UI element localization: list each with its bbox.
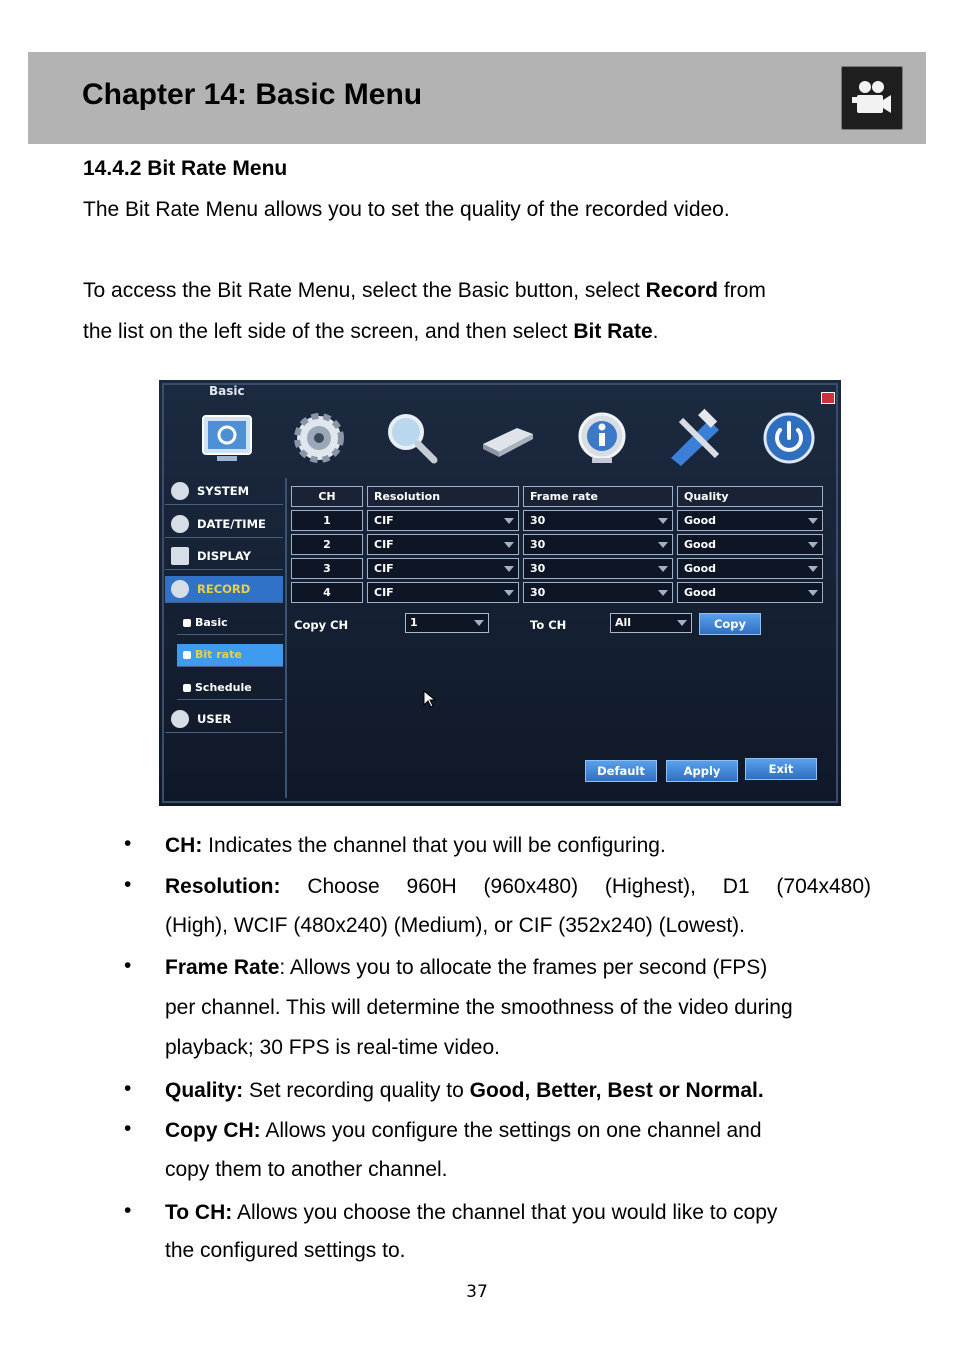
frame-rate-select[interactable] [523, 510, 673, 531]
frame-rate-description-line1 [165, 948, 871, 987]
bullet-icon: • [124, 954, 132, 977]
chapter-header [28, 52, 926, 144]
copy-ch-description-line1 [165, 1111, 871, 1150]
access-paragraph-line1 [83, 271, 766, 311]
term: Copy CH: [165, 1119, 261, 1142]
window-title: Basic [209, 384, 245, 398]
chevron-down-icon [808, 518, 818, 524]
column-header-quality: Quality [677, 486, 823, 507]
bullet-icon [183, 684, 191, 692]
chevron-down-icon [808, 566, 818, 572]
select-value: Good [684, 586, 717, 599]
copy-ch-select[interactable] [405, 613, 489, 633]
camcorder-icon [841, 66, 903, 130]
resolution-select[interactable] [367, 582, 519, 603]
frame-rate-select[interactable] [523, 534, 673, 555]
resolution-select[interactable] [367, 534, 519, 555]
to-ch-description-line1 [165, 1193, 871, 1232]
copy-button[interactable]: Copy [699, 613, 761, 635]
select-value: 30 [530, 562, 546, 575]
frame-rate-description-line2: per channel. This will determine the smoothness of the video during [165, 996, 793, 1019]
bullet-icon: • [124, 1199, 132, 1222]
access-text: . [652, 320, 659, 343]
description: : Allows you to allocate the frames per second (FPS) [279, 956, 768, 979]
cell-ch: 1 [291, 510, 363, 531]
gear-icon [171, 482, 189, 500]
chevron-down-icon [808, 542, 818, 548]
mouse-cursor-icon [423, 690, 437, 708]
quality-select[interactable] [677, 582, 823, 603]
chevron-down-icon [504, 518, 514, 524]
sidebar-item-user[interactable] [165, 706, 283, 733]
frame-rate-description-line3: playback; 30 FPS is real-time video. [165, 1036, 500, 1059]
hdd-icon[interactable] [477, 408, 537, 468]
sidebar-item-label: SYSTEM [197, 484, 250, 498]
bullet-icon: • [124, 1077, 132, 1100]
copy-ch-label: Copy CH [294, 618, 349, 632]
select-value: 30 [530, 586, 546, 599]
column-header-frame-rate: Frame rate [523, 486, 673, 507]
select-value: CIF [374, 562, 394, 575]
select-value: All [615, 616, 632, 629]
resolution-description-line1 [165, 867, 871, 906]
bullet-icon: • [124, 873, 132, 896]
power-icon[interactable] [759, 408, 819, 468]
cell-ch: 3 [291, 558, 363, 579]
subitem-label: Bit rate [195, 648, 242, 661]
gear-icon[interactable] [289, 408, 349, 468]
chevron-down-icon [658, 518, 668, 524]
term: CH: [165, 834, 203, 857]
section-heading: 14.4.2 Bit Rate Menu [83, 157, 288, 180]
bullet-icon [183, 619, 191, 627]
select-value: 1 [410, 616, 418, 629]
subitem-label: Basic [195, 616, 228, 629]
cell-ch: 2 [291, 534, 363, 555]
exit-button[interactable]: Exit [745, 758, 817, 780]
column-header-resolution: Resolution [367, 486, 519, 507]
monitor-settings-icon[interactable] [197, 408, 257, 468]
sidebar-item-date-time[interactable] [165, 511, 283, 538]
term: Quality: [165, 1079, 244, 1102]
sidebar-item-display[interactable] [165, 543, 283, 570]
quality-select[interactable] [677, 510, 823, 531]
chevron-down-icon [504, 542, 514, 548]
frame-rate-select[interactable] [523, 558, 673, 579]
chevron-down-icon [658, 566, 668, 572]
quality-select[interactable] [677, 534, 823, 555]
select-value: CIF [374, 514, 394, 527]
disc-icon [171, 580, 189, 598]
bullet-icon: • [124, 832, 132, 855]
subitem-schedule[interactable] [177, 677, 283, 700]
chevron-down-icon [504, 566, 514, 572]
ch-description [165, 826, 871, 865]
record-term: Record [645, 279, 718, 302]
bullet-icon [183, 651, 191, 659]
tools-icon[interactable] [665, 408, 725, 468]
select-value: Good [684, 538, 717, 551]
bullet-icon: • [124, 1117, 132, 1140]
select-value: 30 [530, 514, 546, 527]
info-icon[interactable] [572, 408, 632, 468]
resolution-select[interactable] [367, 558, 519, 579]
column-header-ch: CH [291, 486, 363, 507]
chevron-down-icon [658, 590, 668, 596]
term: Frame Rate [165, 956, 280, 979]
to-ch-select[interactable] [610, 613, 692, 633]
quality-options: Good, Better, Best or Normal. [469, 1079, 764, 1102]
quality-description [165, 1071, 871, 1110]
dvr-screenshot [159, 380, 841, 806]
resolution-select[interactable] [367, 510, 519, 531]
term: Resolution: [165, 875, 281, 898]
description: Indicates the channel that you will be configuring. [202, 834, 666, 857]
select-value: CIF [374, 586, 394, 599]
chevron-down-icon [808, 590, 818, 596]
description: Allows you configure the settings on one channel and [260, 1119, 762, 1142]
sidebar-item-label: DATE/TIME [197, 517, 266, 531]
sidebar-item-label: DISPLAY [197, 549, 251, 563]
subitem-bit-rate[interactable] [177, 644, 283, 667]
select-value: Good [684, 514, 717, 527]
description: Allows you choose the channel that you would like to copy [232, 1201, 778, 1224]
copy-ch-description-line2: copy them to another channel. [165, 1158, 448, 1181]
frame-rate-select[interactable] [523, 582, 673, 603]
chevron-down-icon [504, 590, 514, 596]
apply-button[interactable]: Apply [666, 760, 738, 782]
resolution-description-line2: (High), WCIF (480x240) (Medium), or CIF (352x240) (Lowest). [165, 914, 745, 937]
description: Set recording quality to [243, 1079, 470, 1102]
magnifier-icon[interactable] [382, 408, 442, 468]
access-text: from [717, 279, 766, 302]
page-number: 37 [466, 1282, 488, 1302]
sidebar-item-label: RECORD [197, 582, 251, 596]
intro-paragraph: The Bit Rate Menu allows you to set the quality of the recorded video. [83, 198, 730, 221]
access-paragraph-line2 [83, 312, 659, 352]
default-button[interactable]: Default [585, 760, 657, 782]
sidebar-item-system[interactable] [165, 478, 283, 505]
chevron-down-icon [677, 620, 687, 626]
bit-rate-term: Bit Rate [573, 320, 653, 343]
access-text: To access the Bit Rate Menu, select the Basic button, select [83, 279, 646, 302]
description: Choose 960H (960x480) (Highest), D1 (704x480) [280, 875, 871, 898]
chevron-down-icon [658, 542, 668, 548]
sidebar-item-record[interactable] [165, 576, 283, 603]
to-ch-description-line2: the configured settings to. [165, 1239, 406, 1262]
cell-ch: 4 [291, 582, 363, 603]
chevron-down-icon [474, 620, 484, 626]
access-text: the list on the left side of the screen, and then select [83, 320, 574, 343]
chapter-title: Chapter 14: Basic Menu [82, 78, 423, 111]
select-value: 30 [530, 538, 546, 551]
clock-icon [171, 515, 189, 533]
select-value: CIF [374, 538, 394, 551]
subitem-label: Schedule [195, 681, 252, 694]
sidebar [165, 478, 287, 798]
users-icon [171, 710, 189, 728]
to-ch-label: To CH [530, 618, 567, 632]
quality-select[interactable] [677, 558, 823, 579]
top-icon-bar [167, 400, 833, 478]
monitor-icon [171, 547, 189, 565]
sidebar-item-label: USER [197, 712, 232, 726]
select-value: Good [684, 562, 717, 575]
subitem-basic[interactable] [177, 612, 283, 635]
term: To CH: [165, 1201, 233, 1224]
